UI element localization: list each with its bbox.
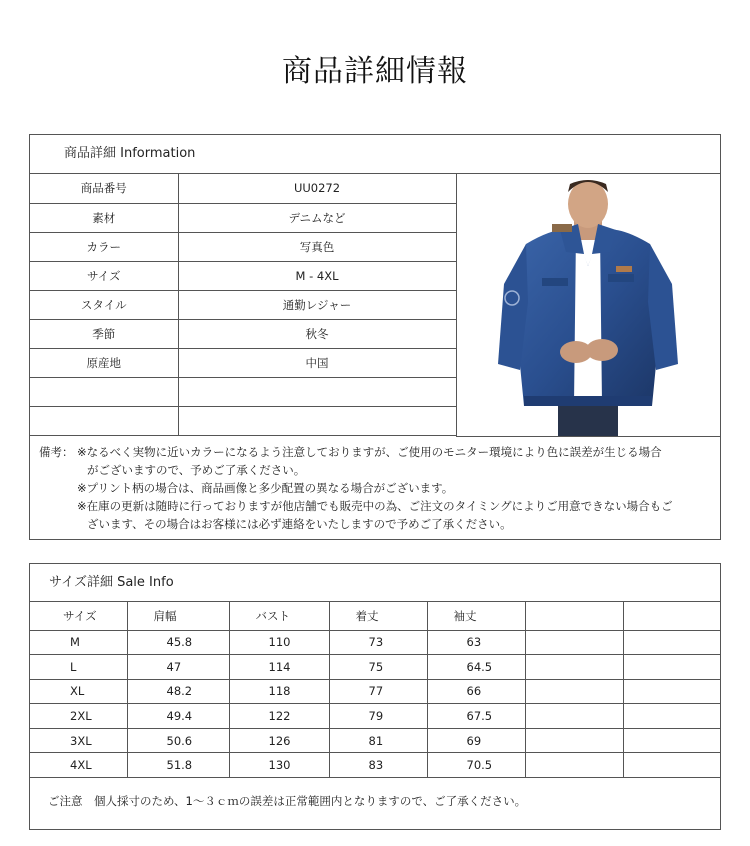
spec-value: UU0272 bbox=[178, 174, 456, 203]
spec-value: 秋冬 bbox=[178, 319, 456, 348]
note-line: ざいます、その場合はお客様には必ず連絡をいたしますので予めご了承ください。 bbox=[87, 517, 512, 531]
chest-badge bbox=[616, 266, 632, 272]
spec-row bbox=[30, 232, 456, 261]
size-col-header: バスト bbox=[229, 602, 329, 630]
size-cell: 79 bbox=[329, 704, 427, 729]
spec-value: デニムなど bbox=[178, 203, 456, 232]
size-cell: 4XL bbox=[30, 753, 127, 778]
product-photo bbox=[456, 174, 720, 437]
spec-row bbox=[30, 174, 456, 203]
spec-label bbox=[30, 377, 178, 406]
spec-value: 中国 bbox=[178, 348, 456, 377]
note-line: ※なるべく実物に近いカラーになるよう注意しておりますが、ご使用のモニター環境により色に誤差が生じる場合 bbox=[77, 445, 662, 459]
size-heading: サイズ詳細 Sale Info bbox=[30, 564, 720, 602]
size-cell: 48.2 bbox=[127, 679, 229, 704]
size-col-header bbox=[525, 602, 623, 630]
size-cell bbox=[525, 728, 623, 753]
spec-row-empty bbox=[30, 377, 456, 406]
spec-label: スタイル bbox=[30, 290, 178, 319]
size-cell: 77 bbox=[329, 679, 427, 704]
fur-collar bbox=[552, 224, 572, 232]
chest-pocket-right bbox=[608, 274, 634, 282]
right-hand bbox=[586, 339, 618, 361]
size-cell bbox=[623, 728, 720, 753]
size-cell: XL bbox=[30, 679, 127, 704]
size-cell: 70.5 bbox=[427, 753, 525, 778]
notes-label: 備考： bbox=[39, 445, 74, 459]
size-cell: 83 bbox=[329, 753, 427, 778]
spec-row bbox=[30, 261, 456, 290]
spec-value: 通勤レジャー bbox=[178, 290, 456, 319]
size-cell: L bbox=[30, 655, 127, 680]
spec-label: 素材 bbox=[30, 203, 178, 232]
shirt bbox=[574, 232, 602, 404]
spec-table bbox=[30, 174, 457, 436]
size-cell: 73 bbox=[329, 630, 427, 655]
size-col-header: 袖丈 bbox=[427, 602, 525, 630]
note-line: がございますので、予めご了承ください。 bbox=[87, 463, 306, 477]
size-row bbox=[30, 728, 720, 753]
spec-value bbox=[178, 377, 456, 406]
size-cell bbox=[623, 630, 720, 655]
product-detail-box bbox=[29, 134, 721, 540]
spec-label: 原産地 bbox=[30, 348, 178, 377]
size-cell bbox=[525, 679, 623, 704]
size-cell: 45.8 bbox=[127, 630, 229, 655]
size-cell: 2XL bbox=[30, 704, 127, 729]
spec-label bbox=[30, 406, 178, 435]
size-cell bbox=[525, 655, 623, 680]
size-row bbox=[30, 655, 720, 680]
size-cell bbox=[623, 753, 720, 778]
size-cell: 130 bbox=[229, 753, 329, 778]
size-table bbox=[30, 602, 720, 778]
size-row bbox=[30, 753, 720, 778]
spec-row bbox=[30, 319, 456, 348]
size-note: ご注意 個人採寸のため、1～３ｃｍの誤差は正常範囲内となりますので、ご了承ください。 bbox=[48, 794, 527, 808]
page-title: 商品詳細情報 bbox=[282, 54, 468, 89]
spec-value: 写真色 bbox=[178, 232, 456, 261]
size-cell: 81 bbox=[329, 728, 427, 753]
size-cell: 114 bbox=[229, 655, 329, 680]
size-cell bbox=[623, 655, 720, 680]
size-col-header: サイズ bbox=[30, 602, 127, 630]
size-cell: 49.4 bbox=[127, 704, 229, 729]
face bbox=[568, 180, 608, 228]
size-cell: 67.5 bbox=[427, 704, 525, 729]
size-cell: 64.5 bbox=[427, 655, 525, 680]
size-col-header: 着丈 bbox=[329, 602, 427, 630]
size-col-header: 肩幅 bbox=[127, 602, 229, 630]
size-cell: M bbox=[30, 630, 127, 655]
size-cell: 47 bbox=[127, 655, 229, 680]
size-cell: 3XL bbox=[30, 728, 127, 753]
size-col-header bbox=[623, 602, 720, 630]
size-row bbox=[30, 704, 720, 729]
spec-row bbox=[30, 290, 456, 319]
spec-row-empty bbox=[30, 406, 456, 435]
note-line: ※在庫の更新は随時に行っておりますが他店舗でも販売中の為、ご注文のタイミングによりご用意できない場合もご bbox=[77, 499, 673, 513]
note-line: ※プリント柄の場合は、商品画像と多少配置の異なる場合がございます。 bbox=[77, 481, 454, 495]
spec-label: サイズ bbox=[30, 261, 178, 290]
spec-label: 季節 bbox=[30, 319, 178, 348]
chest-pocket-left bbox=[542, 278, 568, 286]
size-cell: 63 bbox=[427, 630, 525, 655]
size-cell bbox=[623, 704, 720, 729]
size-cell: 66 bbox=[427, 679, 525, 704]
size-cell: 126 bbox=[229, 728, 329, 753]
spec-label: カラー bbox=[30, 232, 178, 261]
trousers bbox=[558, 406, 618, 437]
size-cell: 122 bbox=[229, 704, 329, 729]
size-cell: 118 bbox=[229, 679, 329, 704]
spec-row bbox=[30, 203, 456, 232]
detail-heading: 商品詳細 Information bbox=[30, 135, 720, 174]
size-cell bbox=[525, 630, 623, 655]
spec-label: 商品番号 bbox=[30, 174, 178, 203]
size-cell: 75 bbox=[329, 655, 427, 680]
size-row bbox=[30, 630, 720, 655]
size-header-row bbox=[30, 602, 720, 630]
spec-value bbox=[178, 406, 456, 435]
jacket-hem bbox=[524, 396, 652, 406]
spec-row bbox=[30, 348, 456, 377]
size-cell: 51.8 bbox=[127, 753, 229, 778]
size-cell bbox=[623, 679, 720, 704]
size-detail-box bbox=[29, 563, 721, 830]
denim-jacket-illustration bbox=[456, 174, 720, 437]
size-row bbox=[30, 679, 720, 704]
spec-value: M - 4XL bbox=[178, 261, 456, 290]
size-cell bbox=[525, 704, 623, 729]
size-cell bbox=[525, 753, 623, 778]
size-cell: 50.6 bbox=[127, 728, 229, 753]
size-cell: 69 bbox=[427, 728, 525, 753]
size-cell: 110 bbox=[229, 630, 329, 655]
